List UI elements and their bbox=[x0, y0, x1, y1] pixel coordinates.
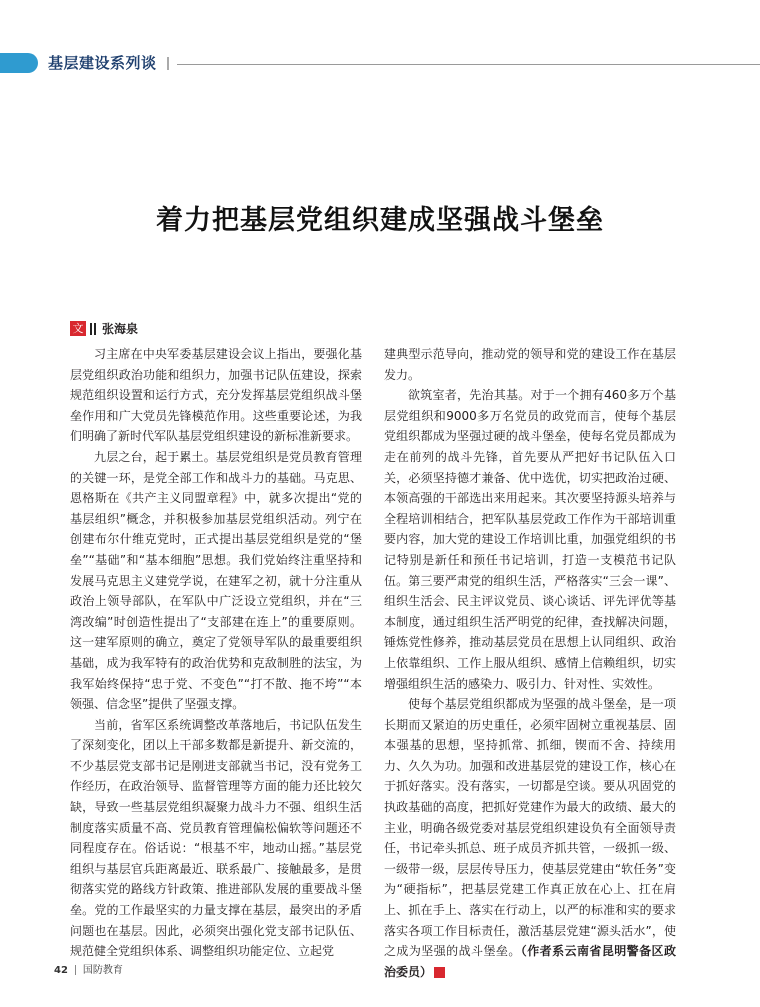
paragraph-text: 使每个基层党组织都成为坚强的战斗堡垒，是一项长期而又紧迫的历史重任，必须牢固树立重视基层、固本强基的思想，坚持抓常、抓细，锲而不舍、持续用力、久久为功。加强和改进基层党的建设工作，核心在于抓好落实。没有落实，一切都是空谈。要从巩固党的执政基础的高度，把抓好党建作为最大的政绩、最大的主业，明确各级党委对基层党组织建设负有全面领导责任，书记牵头抓总、班子成员齐抓共管，一级抓一级、一级带一级，层层传导压力，使基层党建由“软任务”变为“硬指标”，把基层党建工作真正放在心上、扛在肩上、抓在手上、落实在行动上，以严的标准和实的要求落实各项工作目标责任，激活基层党建“源头活水”，使之成为坚强的战斗堡垒。 bbox=[384, 697, 676, 959]
article-title: 着力把基层党组织建成坚强战斗堡垒 bbox=[156, 205, 604, 236]
publication-name: 国防教育 bbox=[82, 965, 123, 976]
section-header-bar bbox=[0, 53, 38, 73]
paragraph-final bbox=[384, 694, 676, 982]
header-rule bbox=[177, 64, 760, 65]
end-mark-icon: G bbox=[434, 967, 445, 978]
byline-separator bbox=[90, 323, 92, 335]
right-column bbox=[384, 344, 676, 982]
byline-separator bbox=[94, 323, 96, 335]
paragraph: 建典型示范导向，推动党的领导和党的建设工作在基层发力。 bbox=[384, 347, 676, 382]
page-footer bbox=[54, 964, 123, 978]
paragraph: 九层之台，起于累土。基层党组织是党员教育管理的关键一环，是党全部工作和战斗力的基础。马克思、恩格斯在《共产主义同盟章程》中，就多次提出“党的基层组织”概念，并积极参加基层党组织活动。列宁在创建布尔什维克党时，正式提出基层党组织是党的“堡垒”“基础”和“基本细胞”思想。我们党始终注重坚持和发展马克思主义建党学说，在建军之初，就十分注重从政治上领导部队，在军队中广泛设立党组织，并在“三湾改编”时创造性提出了“支部建在连上”的重要原则。这一建军原则的确立，奠定了党领导军队的最重要组织基础，成为我军特有的政治优势和克敌制胜的法宝，为我军始终保持“忠于党、不变色”“打不散、拖不垮”“本领强、信念坚”提供了坚强支撑。 bbox=[70, 449, 362, 712]
paragraph: 当前，省军区系统调整改革落地后，书记队伍发生了深刻变化，团以上干部多数都是新提升、新交流的，不少基层党支部书记是刚进支部就当书记，没有党务工作经历，在政治领导、监督管理等方面的能力还比较欠缺，导致一些基层党组织凝聚力战斗力不强、组织生活制度落实质量不高、党员教育管理偏松偏软等问题还不同程度存在。俗话说：“根基不牢，地动山摇。”基层党组织与基层官兵距离最近、联系最广、接触最多，是贯彻落实党的路线方针政策、推进部队发展的重要战斗堡垒。党的工作最坚实的力量支撑在基层，最突出的矛盾问题也在基层。因此，必须突出强化党支部书记队伍、规范健全党组织体系、调整组织功能定位、立起党 bbox=[70, 717, 362, 959]
left-column bbox=[70, 344, 362, 962]
series-title: 基层建设系列谈 bbox=[48, 54, 157, 72]
author-name: 张海泉 bbox=[102, 322, 139, 336]
footer-separator bbox=[75, 965, 76, 975]
author-note: （作者系云南省昆明警备区政治委员） bbox=[384, 944, 676, 979]
page-number: 42 bbox=[54, 965, 68, 976]
paragraph: 习主席在中央军委基层建设会议上指出，要强化基层党组织政治功能和组织力，加强书记队伍建设，探索规范组织设置和运行方式，充分发挥基层党组织战斗堡垒作用和广大党员先锋模范作用。这些重要论述，为我们明确了新时代军队基层党组织建设的新标准新要求。 bbox=[70, 347, 362, 444]
paragraph: 欲筑室者，先治其基。对于一个拥有460多万个基层党组织和9000多万名党员的政党而言，使每个基层党组织都成为坚强过硬的战斗堡垒，使每名党员都成为走在前列的战斗先锋，首先要从严把好书记队伍入口关，必须坚持德才兼备、优中选优，切实把政治过硬、本领高强的干部选出来用起来。其次要坚持源头培养与全程培训相结合，把军队基层党政工作作为干部培训重要内容，加大党的建设工作培训比重，加强党组织的书记特别是新任和预任书记培训，打造一支模范书记队伍。第三要严肃党的组织生活，严格落实“三会一课”、组织生活会、民主评议党员、谈心谈话、评先评优等基本制度，通过组织生活严明党的纪律，查找解决问题，锤炼党性修养，推动基层党员在思想上认同组织、政治上依靠组织、工作上服从组织、感情上信赖组织，切实增强组织生活的感染力、吸引力、针对性、实效性。 bbox=[384, 388, 676, 691]
header-separator bbox=[167, 57, 169, 70]
byline bbox=[70, 318, 138, 334]
byline-tag: 文 bbox=[70, 321, 86, 336]
